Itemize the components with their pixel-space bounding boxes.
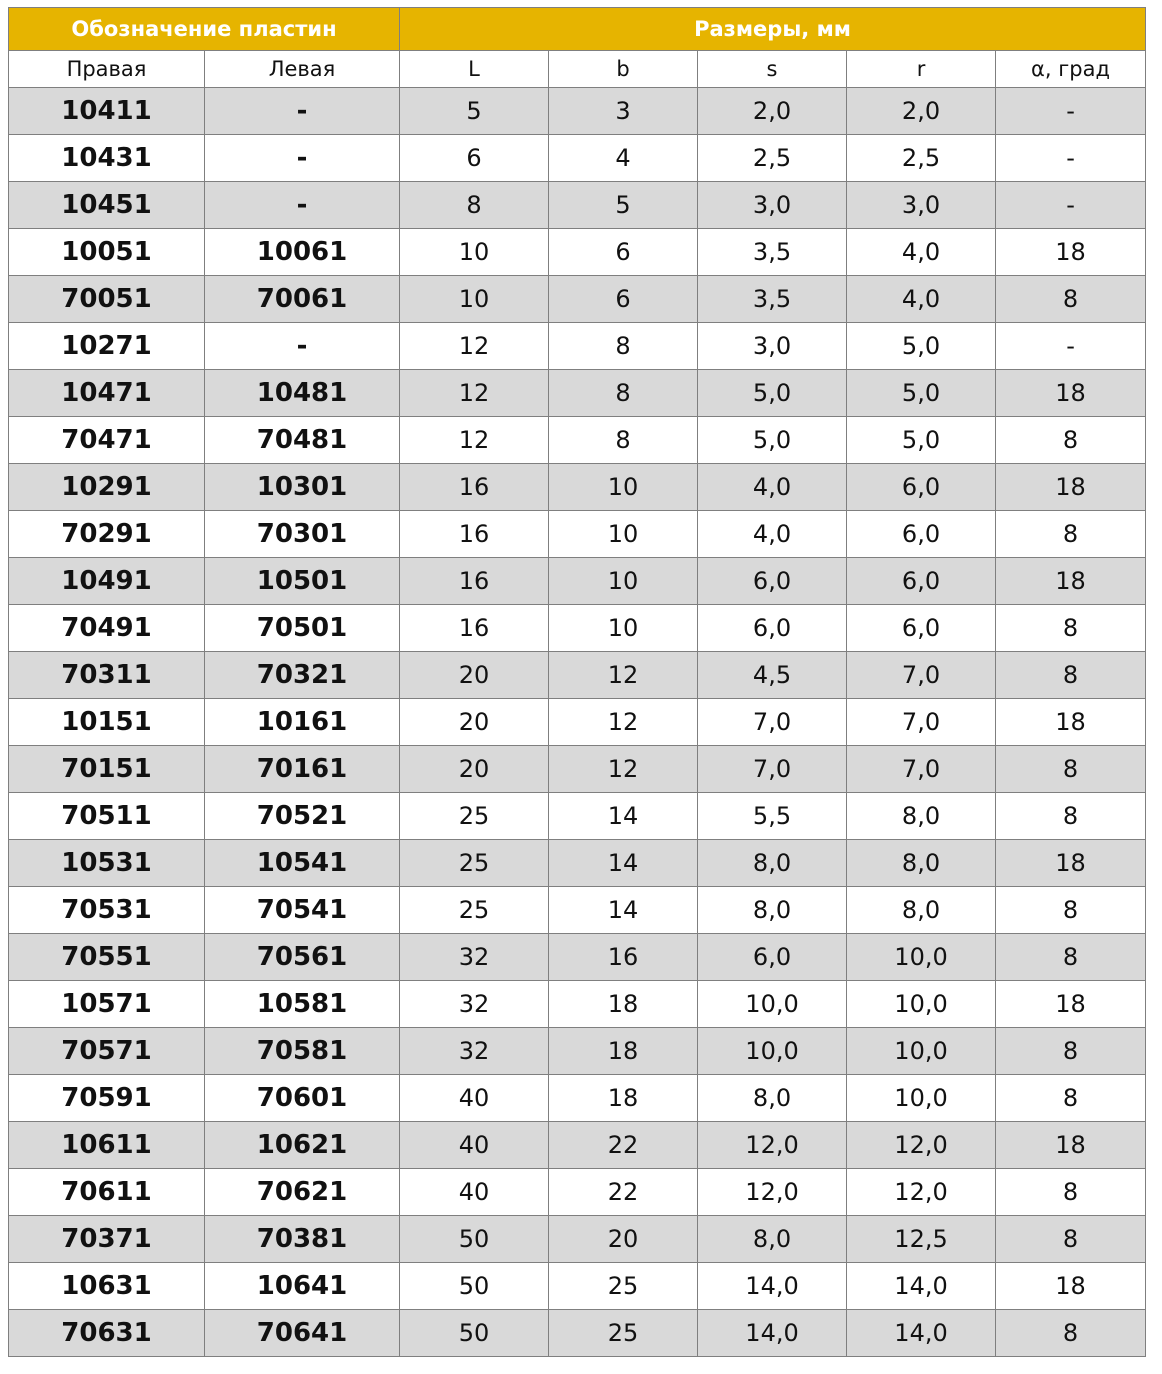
cell-left-code: 70521 (205, 793, 400, 840)
cell-angle: - (996, 88, 1146, 135)
table-row (9, 1216, 1146, 1263)
cell-b: 25 (549, 1310, 698, 1357)
cell-l: 50 (400, 1310, 549, 1357)
cell-l: 25 (400, 887, 549, 934)
cell-left-code: 70641 (205, 1310, 400, 1357)
cell-l: 12 (400, 370, 549, 417)
cell-right-code: 10571 (9, 981, 205, 1028)
cell-r: 4,0 (847, 229, 996, 276)
table-row (9, 511, 1146, 558)
dimensions-header: Размеры, мм (400, 8, 1146, 51)
cell-l: 12 (400, 417, 549, 464)
cell-r: 10,0 (847, 981, 996, 1028)
table-row (9, 1263, 1146, 1310)
cell-l: 16 (400, 464, 549, 511)
cell-s: 10,0 (698, 1028, 847, 1075)
cell-r: 12,0 (847, 1122, 996, 1169)
group-header-row (9, 8, 1146, 51)
cell-s: 2,0 (698, 88, 847, 135)
cell-left-code: 10641 (205, 1263, 400, 1310)
cell-l: 12 (400, 323, 549, 370)
cell-left-code: - (205, 323, 400, 370)
cell-l: 6 (400, 135, 549, 182)
cell-b: 8 (549, 323, 698, 370)
table-row (9, 1169, 1146, 1216)
cell-b: 6 (549, 276, 698, 323)
cell-s: 7,0 (698, 699, 847, 746)
cell-b: 12 (549, 746, 698, 793)
cell-angle: 8 (996, 934, 1146, 981)
cell-left-code: 70381 (205, 1216, 400, 1263)
table-row (9, 1310, 1146, 1357)
cell-r: 5,0 (847, 370, 996, 417)
cell-b: 25 (549, 1263, 698, 1310)
cell-s: 14,0 (698, 1310, 847, 1357)
cell-s: 4,5 (698, 652, 847, 699)
cell-left-code: 10621 (205, 1122, 400, 1169)
cell-r: 10,0 (847, 934, 996, 981)
cell-left-code: 70501 (205, 605, 400, 652)
cell-l: 32 (400, 1028, 549, 1075)
cell-angle: 8 (996, 1075, 1146, 1122)
cell-s: 6,0 (698, 934, 847, 981)
cell-s: 8,0 (698, 840, 847, 887)
cell-b: 3 (549, 88, 698, 135)
cell-b: 22 (549, 1122, 698, 1169)
table-row (9, 887, 1146, 934)
cell-s: 5,0 (698, 417, 847, 464)
cell-l: 50 (400, 1263, 549, 1310)
table-row (9, 1075, 1146, 1122)
cell-s: 5,5 (698, 793, 847, 840)
cell-right-code: 70551 (9, 934, 205, 981)
cell-s: 3,0 (698, 182, 847, 229)
cell-s: 7,0 (698, 746, 847, 793)
cell-s: 12,0 (698, 1122, 847, 1169)
cell-b: 10 (549, 605, 698, 652)
cell-l: 25 (400, 840, 549, 887)
cell-angle: 18 (996, 464, 1146, 511)
cell-b: 10 (549, 558, 698, 605)
cell-r: 10,0 (847, 1075, 996, 1122)
cell-r: 7,0 (847, 746, 996, 793)
cell-left-code: 10061 (205, 229, 400, 276)
cell-left-code: - (205, 135, 400, 182)
cell-right-code: 10051 (9, 229, 205, 276)
cell-r: 14,0 (847, 1310, 996, 1357)
cell-s: 3,0 (698, 323, 847, 370)
cell-right-code: 70591 (9, 1075, 205, 1122)
table-row (9, 934, 1146, 981)
cell-right-code: 10631 (9, 1263, 205, 1310)
cell-r: 5,0 (847, 323, 996, 370)
table-row (9, 1122, 1146, 1169)
column-header-b: b (549, 51, 698, 88)
cell-right-code: 10291 (9, 464, 205, 511)
cell-angle: 8 (996, 417, 1146, 464)
cell-r: 10,0 (847, 1028, 996, 1075)
cell-left-code: 70481 (205, 417, 400, 464)
cell-s: 2,5 (698, 135, 847, 182)
cell-angle: - (996, 323, 1146, 370)
cell-l: 40 (400, 1169, 549, 1216)
table-row (9, 793, 1146, 840)
cell-right-code: 70631 (9, 1310, 205, 1357)
cell-r: 5,0 (847, 417, 996, 464)
column-header-left: Левая (205, 51, 400, 88)
cell-left-code: 70161 (205, 746, 400, 793)
cell-right-code: 70571 (9, 1028, 205, 1075)
cell-s: 6,0 (698, 605, 847, 652)
cell-s: 4,0 (698, 464, 847, 511)
cell-left-code: 70541 (205, 887, 400, 934)
cell-r: 2,5 (847, 135, 996, 182)
cell-right-code: 10431 (9, 135, 205, 182)
cell-left-code: 70621 (205, 1169, 400, 1216)
cell-left-code: - (205, 182, 400, 229)
cell-b: 12 (549, 699, 698, 746)
cell-angle: - (996, 182, 1146, 229)
cell-angle: 18 (996, 1122, 1146, 1169)
cell-b: 22 (549, 1169, 698, 1216)
cell-angle: 18 (996, 1263, 1146, 1310)
cell-b: 8 (549, 370, 698, 417)
cell-right-code: 10271 (9, 323, 205, 370)
cell-angle: 8 (996, 511, 1146, 558)
cell-b: 12 (549, 652, 698, 699)
table-row (9, 840, 1146, 887)
column-header-s: s (698, 51, 847, 88)
cell-r: 6,0 (847, 464, 996, 511)
cell-angle: 18 (996, 370, 1146, 417)
cell-l: 20 (400, 652, 549, 699)
cell-s: 10,0 (698, 981, 847, 1028)
cell-l: 40 (400, 1075, 549, 1122)
table-row (9, 605, 1146, 652)
cell-l: 40 (400, 1122, 549, 1169)
cell-left-code: 10161 (205, 699, 400, 746)
cell-l: 16 (400, 511, 549, 558)
cell-r: 12,0 (847, 1169, 996, 1216)
cell-b: 14 (549, 793, 698, 840)
table-row (9, 370, 1146, 417)
table-row (9, 1028, 1146, 1075)
table-row (9, 746, 1146, 793)
cell-left-code: 10301 (205, 464, 400, 511)
cell-s: 6,0 (698, 558, 847, 605)
table-row (9, 464, 1146, 511)
cell-angle: 8 (996, 1028, 1146, 1075)
cell-b: 20 (549, 1216, 698, 1263)
cell-r: 6,0 (847, 558, 996, 605)
cell-l: 5 (400, 88, 549, 135)
cell-r: 3,0 (847, 182, 996, 229)
cell-left-code: 70301 (205, 511, 400, 558)
cell-right-code: 10151 (9, 699, 205, 746)
cell-l: 32 (400, 934, 549, 981)
table-row (9, 417, 1146, 464)
cell-angle: 8 (996, 652, 1146, 699)
table-row (9, 88, 1146, 135)
cell-s: 3,5 (698, 229, 847, 276)
cell-left-code: - (205, 88, 400, 135)
cell-r: 8,0 (847, 887, 996, 934)
cell-s: 4,0 (698, 511, 847, 558)
cell-b: 18 (549, 1075, 698, 1122)
table-row (9, 276, 1146, 323)
cell-right-code: 70471 (9, 417, 205, 464)
cell-right-code: 10451 (9, 182, 205, 229)
cell-left-code: 70601 (205, 1075, 400, 1122)
cell-s: 12,0 (698, 1169, 847, 1216)
cell-b: 4 (549, 135, 698, 182)
cell-b: 18 (549, 1028, 698, 1075)
cell-left-code: 70581 (205, 1028, 400, 1075)
table-row (9, 981, 1146, 1028)
cell-b: 5 (549, 182, 698, 229)
cell-s: 3,5 (698, 276, 847, 323)
cell-right-code: 70531 (9, 887, 205, 934)
cell-b: 16 (549, 934, 698, 981)
cell-left-code: 10501 (205, 558, 400, 605)
cell-left-code: 10541 (205, 840, 400, 887)
cell-right-code: 10471 (9, 370, 205, 417)
cell-angle: 8 (996, 887, 1146, 934)
cell-b: 10 (549, 464, 698, 511)
cell-right-code: 10411 (9, 88, 205, 135)
cell-l: 25 (400, 793, 549, 840)
cell-angle: 8 (996, 1310, 1146, 1357)
cell-r: 6,0 (847, 511, 996, 558)
table-row (9, 229, 1146, 276)
cell-angle: 18 (996, 981, 1146, 1028)
table-row (9, 558, 1146, 605)
cell-right-code: 70291 (9, 511, 205, 558)
cell-left-code: 10581 (205, 981, 400, 1028)
cell-angle: 8 (996, 605, 1146, 652)
table-row (9, 699, 1146, 746)
cell-right-code: 10491 (9, 558, 205, 605)
cell-r: 8,0 (847, 840, 996, 887)
cell-b: 10 (549, 511, 698, 558)
cell-angle: 8 (996, 793, 1146, 840)
table-row (9, 323, 1146, 370)
cell-right-code: 70051 (9, 276, 205, 323)
cell-b: 18 (549, 981, 698, 1028)
cell-l: 20 (400, 699, 549, 746)
cell-r: 4,0 (847, 276, 996, 323)
cell-left-code: 10481 (205, 370, 400, 417)
cell-angle: 8 (996, 1169, 1146, 1216)
table-body (9, 88, 1146, 1357)
cell-r: 14,0 (847, 1263, 996, 1310)
cell-l: 10 (400, 276, 549, 323)
cell-r: 6,0 (847, 605, 996, 652)
cell-right-code: 10531 (9, 840, 205, 887)
cell-left-code: 70321 (205, 652, 400, 699)
table-row (9, 182, 1146, 229)
cell-r: 8,0 (847, 793, 996, 840)
cell-b: 14 (549, 840, 698, 887)
cell-angle: 8 (996, 276, 1146, 323)
cell-b: 6 (549, 229, 698, 276)
cell-r: 7,0 (847, 699, 996, 746)
cell-l: 16 (400, 558, 549, 605)
cell-right-code: 70151 (9, 746, 205, 793)
column-header-right: Правая (9, 51, 205, 88)
cell-l: 32 (400, 981, 549, 1028)
cell-right-code: 70311 (9, 652, 205, 699)
cell-angle: 18 (996, 558, 1146, 605)
column-header-row (9, 51, 1146, 88)
cell-l: 8 (400, 182, 549, 229)
cell-right-code: 10611 (9, 1122, 205, 1169)
cell-angle: 8 (996, 746, 1146, 793)
cell-angle: 18 (996, 699, 1146, 746)
cell-s: 8,0 (698, 887, 847, 934)
column-header-angle: α, град (996, 51, 1146, 88)
plates-table (8, 7, 1146, 1357)
cell-right-code: 70371 (9, 1216, 205, 1263)
column-header-r: r (847, 51, 996, 88)
cell-angle: - (996, 135, 1146, 182)
cell-s: 5,0 (698, 370, 847, 417)
cell-l: 10 (400, 229, 549, 276)
cell-left-code: 70061 (205, 276, 400, 323)
cell-left-code: 70561 (205, 934, 400, 981)
cell-l: 50 (400, 1216, 549, 1263)
cell-right-code: 70611 (9, 1169, 205, 1216)
cell-angle: 18 (996, 229, 1146, 276)
designation-header: Обозначение пластин (9, 8, 400, 51)
cell-l: 20 (400, 746, 549, 793)
cell-angle: 18 (996, 840, 1146, 887)
cell-right-code: 70511 (9, 793, 205, 840)
table-row (9, 652, 1146, 699)
cell-s: 8,0 (698, 1216, 847, 1263)
cell-b: 8 (549, 417, 698, 464)
cell-right-code: 70491 (9, 605, 205, 652)
cell-s: 14,0 (698, 1263, 847, 1310)
cell-l: 16 (400, 605, 549, 652)
cell-r: 2,0 (847, 88, 996, 135)
table-row (9, 135, 1146, 182)
cell-r: 12,5 (847, 1216, 996, 1263)
cell-b: 14 (549, 887, 698, 934)
cell-angle: 8 (996, 1216, 1146, 1263)
cell-r: 7,0 (847, 652, 996, 699)
cell-s: 8,0 (698, 1075, 847, 1122)
column-header-l: L (400, 51, 549, 88)
